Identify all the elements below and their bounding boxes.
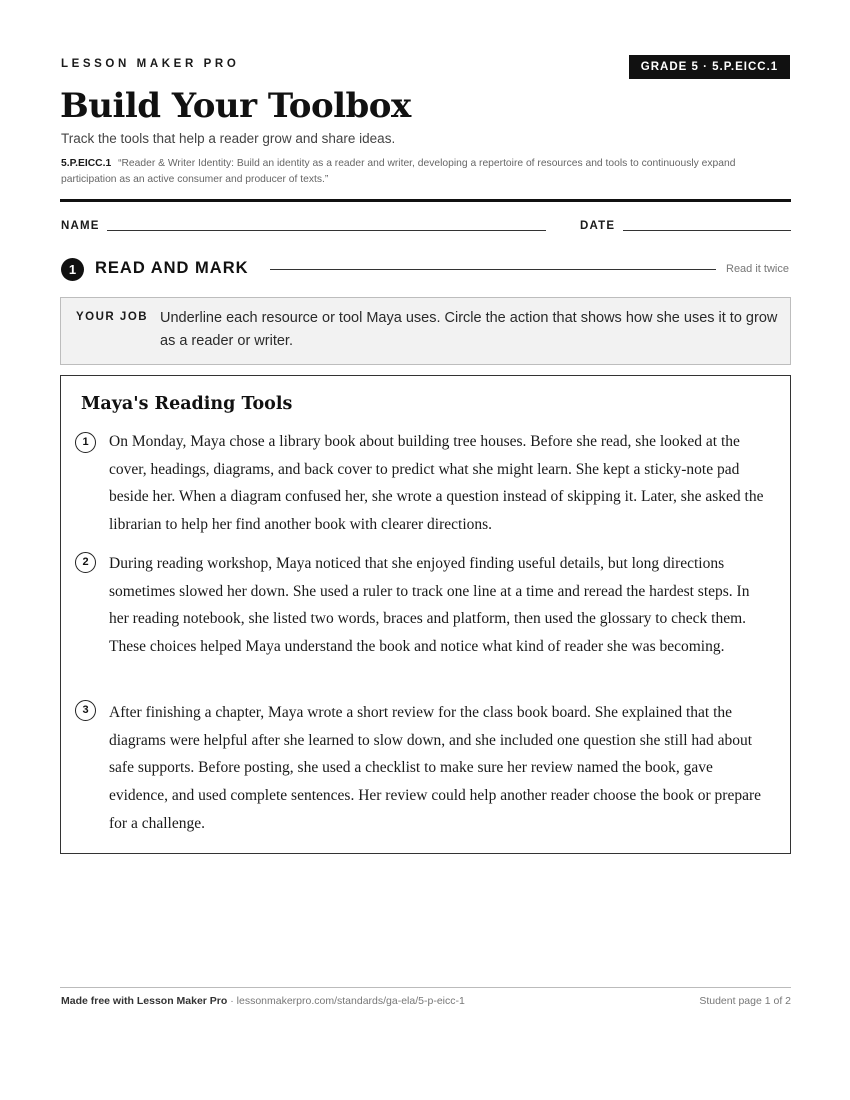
name-label: NAME — [61, 220, 100, 232]
section-note: Read it twice — [726, 263, 789, 275]
header-divider — [60, 199, 791, 202]
footer-made-with: Made free with Lesson Maker Pro — [61, 995, 228, 1007]
section-divider — [270, 269, 716, 270]
date-label: DATE — [580, 220, 616, 232]
passage-paragraph[interactable]: On Monday, Maya chose a library book about building tree houses. Before she read, she looked at the cover, headings, diagrams, and back cover to predict what she might learn. She kept a sticky-note pad beside her. When a diagram confused her, she wrote a question instead of skipping it. Later, she asked the librarian to help her find another book with clearer directions. — [109, 433, 764, 534]
date-field[interactable] — [623, 230, 791, 231]
standard-text: “Reader & Writer Identity: Build an identity as a reader and writer, developing a repertoire of resources and tools to continuously expand participation as an active consumer and producer of texts.” — [61, 158, 736, 185]
reading-passage — [60, 375, 791, 854]
instructions-text: Underline each resource or tool Maya uses. Circle the action that shows how she uses it to grow as a reader or writer. — [160, 310, 778, 349]
footer-credit — [61, 995, 465, 1007]
section-number-badge: 1 — [61, 258, 84, 281]
page-subtitle: Track the tools that help a reader grow and share ideas. — [61, 131, 396, 146]
paragraph-number-badge: 1 — [75, 432, 96, 453]
standard-code: 5.P.EICC.1 — [61, 158, 112, 169]
page-title: Build Your Toolbox — [60, 86, 411, 126]
instructions-label: YOUR JOB — [76, 311, 149, 323]
paragraph-number-badge: 2 — [75, 552, 96, 573]
page-indicator: Student page 1 of 2 — [699, 995, 791, 1007]
brand-label: LESSON MAKER PRO — [61, 58, 240, 70]
instructions-box — [60, 297, 791, 365]
section-title: READ AND MARK — [95, 259, 249, 277]
name-field[interactable] — [107, 230, 546, 231]
paragraph-number-badge: 3 — [75, 700, 96, 721]
passage-title: Maya's Reading Tools — [81, 394, 293, 414]
standard-description — [61, 156, 791, 188]
passage-paragraph[interactable]: After finishing a chapter, Maya wrote a short review for the class book board. She explained that the diagrams were helpful after she learned to slow down, and she included one question she still had about safe supports. Before posting, she used a checklist to make sure her review named the book, gave evidence, and used complete sentences. Her review could help another reader choose the book or prepare for a challenge. — [109, 704, 762, 832]
passage-paragraph[interactable]: During reading workshop, Maya noticed that she enjoyed finding useful details, but long directions sometimes slowed her down. She used a ruler to track one line at a time and reread the hardest steps. In her reading notebook, she listed two words, braces and platform, then used the glossary to check them. These choices helped Maya understand the book and notice what kind of reader she was becoming. — [109, 555, 750, 656]
footer-url: · lessonmakerpro.com/standards/ga-ela/5-p-eicc-1 — [227, 995, 465, 1007]
footer-divider — [60, 987, 791, 988]
grade-badge: GRADE 5 · 5.P.EICC.1 — [629, 55, 790, 79]
